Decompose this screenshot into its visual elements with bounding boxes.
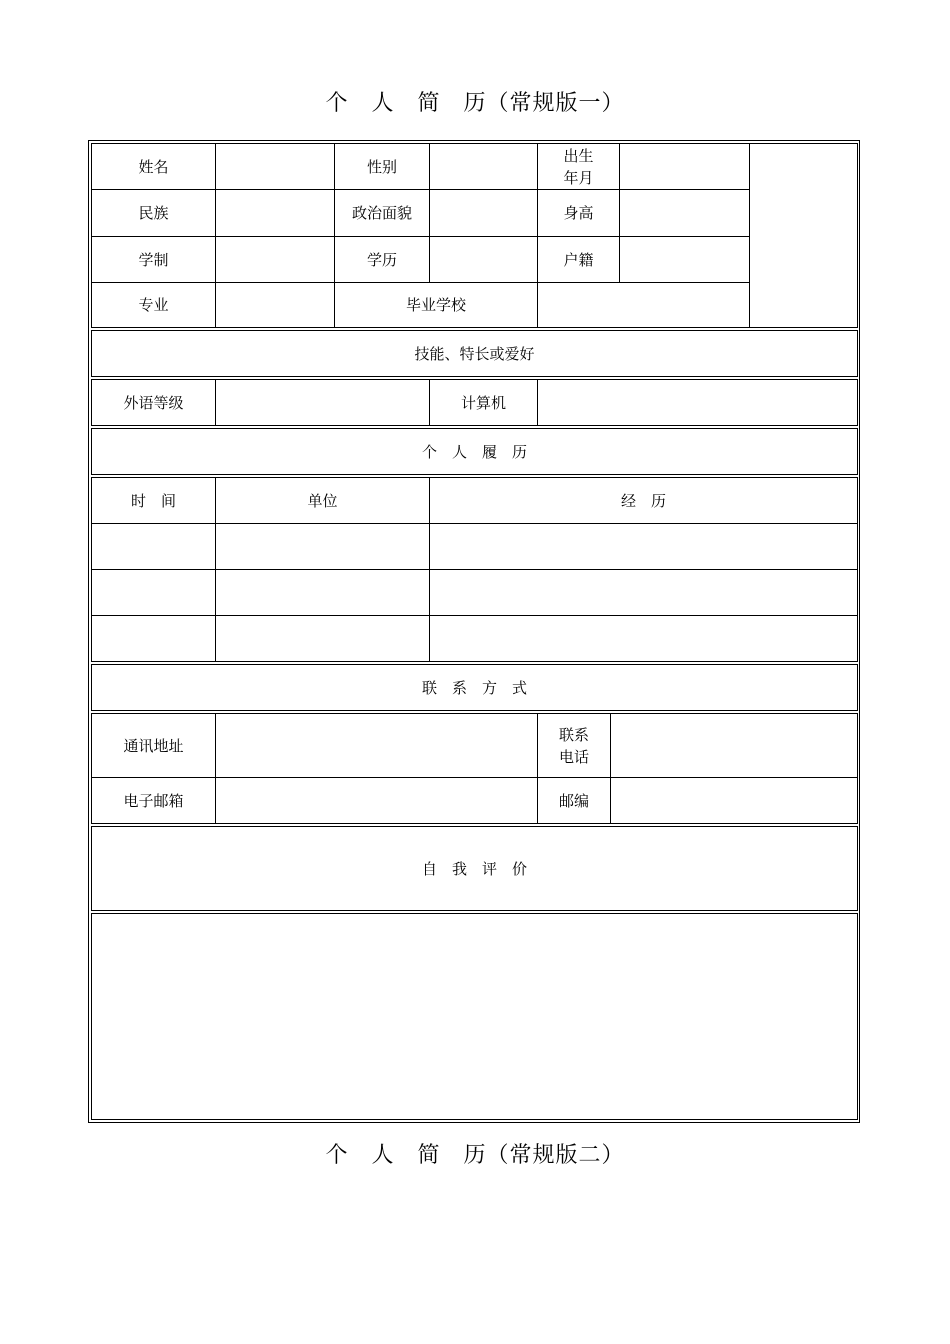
household-field[interactable]: [619, 236, 750, 283]
gender-label: 性别: [334, 143, 430, 190]
experience-unit-cell[interactable]: [215, 615, 430, 662]
education-label: 学历: [334, 236, 430, 283]
school-label: 毕业学校: [334, 282, 538, 328]
address-label: 通讯地址: [91, 713, 216, 778]
height-field[interactable]: [619, 189, 750, 237]
education-field[interactable]: [429, 236, 538, 283]
birth-label-line1: 出生: [563, 146, 594, 165]
ethnicity-label: 民族: [91, 189, 216, 237]
experience-detail-cell[interactable]: [429, 569, 858, 616]
phone-field[interactable]: [610, 713, 858, 778]
next-section-title: 个 人 简 历（常规版二）: [325, 1143, 625, 1168]
major-field[interactable]: [215, 282, 335, 328]
schooling-label: 学制: [91, 236, 216, 283]
name-label: 姓名: [91, 143, 216, 190]
name-field[interactable]: [215, 143, 335, 190]
self-evaluation-header: 自 我 评 价: [91, 826, 858, 911]
contact-header: 联 系 方 式: [91, 664, 858, 711]
major-label: 专业: [91, 282, 216, 328]
political-status-label: 政治面貌: [334, 189, 430, 237]
experience-time-cell[interactable]: [91, 615, 216, 662]
computer-label: 计算机: [429, 379, 538, 426]
experience-unit-cell[interactable]: [215, 569, 430, 616]
experience-time-cell[interactable]: [91, 569, 216, 616]
political-status-field[interactable]: [429, 189, 538, 237]
schooling-field[interactable]: [215, 236, 335, 283]
language-level-field[interactable]: [215, 379, 430, 426]
phone-label-line2: 电话: [558, 747, 589, 766]
computer-field[interactable]: [537, 379, 858, 426]
experience-detail-cell[interactable]: [429, 523, 858, 570]
postcode-label: 邮编: [537, 777, 611, 824]
skills-header: 技能、特长或爱好: [91, 330, 858, 377]
birth-date-field[interactable]: [619, 143, 750, 190]
col-header-time: 时 间: [91, 477, 216, 524]
birth-date-label: [537, 143, 620, 190]
col-header-experience: 经 历: [429, 477, 858, 524]
email-label: 电子邮箱: [91, 777, 216, 824]
postcode-field[interactable]: [610, 777, 858, 824]
ethnicity-field[interactable]: [215, 189, 335, 237]
experience-detail-cell[interactable]: [429, 615, 858, 662]
birth-label-line2: 年月: [563, 168, 594, 187]
language-level-label: 外语等级: [91, 379, 216, 426]
self-evaluation-field[interactable]: [91, 913, 858, 1120]
experience-header: 个 人 履 历: [91, 428, 858, 475]
phone-label: [537, 713, 611, 778]
photo-box[interactable]: [749, 143, 858, 328]
experience-time-cell[interactable]: [91, 523, 216, 570]
experience-unit-cell[interactable]: [215, 523, 430, 570]
gender-field[interactable]: [429, 143, 538, 190]
col-header-unit: 单位: [215, 477, 430, 524]
phone-label-line1: 联系: [558, 725, 589, 744]
page-title: 个 人 简 历（常规版一）: [325, 91, 625, 116]
school-field[interactable]: [537, 282, 750, 328]
address-field[interactable]: [215, 713, 538, 778]
email-field[interactable]: [215, 777, 538, 824]
height-label: 身高: [537, 189, 620, 237]
household-label: 户籍: [537, 236, 620, 283]
